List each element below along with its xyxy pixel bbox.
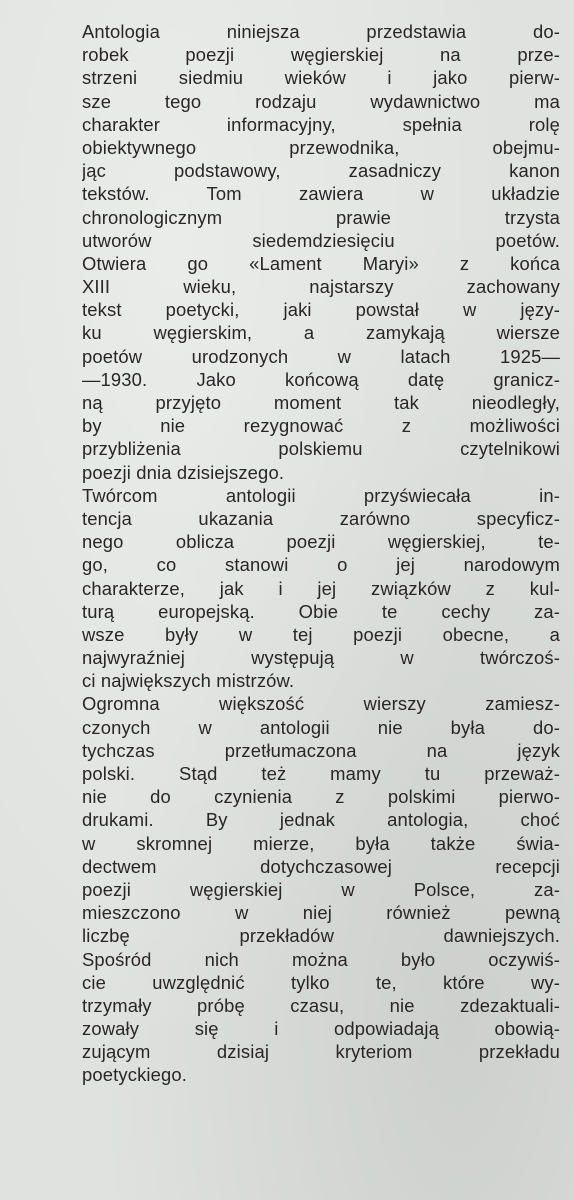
text-line: strzeni siedmiu wieków i jako pierw- bbox=[82, 67, 560, 89]
text-line: trzymały próbę czasu, nie zdezaktuali- bbox=[82, 994, 560, 1016]
text-line: poetyckiego. bbox=[82, 1064, 188, 1086]
text-line: tencja ukazania zarówno specyficz- bbox=[82, 507, 560, 529]
paragraph-1 bbox=[82, 20, 560, 484]
text-line: nego oblicza poezji węgierskiej, te- bbox=[82, 531, 560, 553]
text-line: przybliżenia polskiemu czytelnikowi bbox=[82, 438, 560, 460]
text-line: Antologia niniejsza przedstawia do- bbox=[82, 21, 560, 42]
text-line: turą europejską. Obie te cechy za- bbox=[82, 600, 560, 622]
text-line: tekst poetycki, jaki powstał w języ- bbox=[82, 299, 560, 321]
text-line: charakter informacyjny, spełnia rolę bbox=[82, 113, 560, 135]
text-line: poezji węgierskiej w Polsce, za- bbox=[82, 878, 560, 900]
text-line: go, co stanowi o jej narodowym bbox=[82, 554, 560, 576]
text-line: ną przyjęto moment tak nieodległy, bbox=[82, 392, 560, 413]
text-line: —1930. Jako końcową datę granicz- bbox=[82, 368, 560, 390]
text-line: by nie rezygnować z możliwości bbox=[82, 415, 560, 437]
text-line: charakterze, jak i jej związków z kul- bbox=[82, 577, 560, 599]
text-line: mieszczono w niej również pewną bbox=[82, 902, 560, 924]
text-line: najwyraźniej występują w twórczoś- bbox=[82, 647, 560, 669]
text-line: Otwiera go «Lament Maryi» z końca bbox=[82, 252, 560, 274]
text-line: poezji dnia dzisiejszego. bbox=[82, 461, 285, 483]
paragraph-3 bbox=[82, 692, 560, 1086]
text-line: utworów siedemdziesięciu poetów. bbox=[82, 229, 560, 251]
text-line: nie do czynienia z polskimi pierwo- bbox=[82, 786, 560, 808]
text-line: czonych w antologii nie była do- bbox=[82, 716, 560, 738]
text-line: drukami. By jednak antologia, choć bbox=[82, 809, 560, 831]
text-line: obiektywnego przewodnika, obejmu- bbox=[82, 136, 560, 158]
text-line: poetów urodzonych w latach 1925— bbox=[82, 345, 560, 367]
text-line: robek poezji węgierskiej na prze- bbox=[82, 44, 560, 66]
text-line: zującym dzisiaj kryteriom przekładu bbox=[82, 1041, 560, 1063]
blurb-text bbox=[82, 20, 560, 1087]
text-line: ci największych mistrzów. bbox=[82, 670, 295, 692]
text-line: liczbę przekładów dawniejszych. bbox=[82, 925, 560, 947]
text-line: Ogromna większość wierszy zamiesz- bbox=[82, 693, 560, 715]
text-line: cie uwzględnić tylko te, które wy- bbox=[82, 971, 560, 993]
text-line: Twórcom antologii przyświecała in- bbox=[82, 484, 560, 506]
text-line: tekstów. Tom zawiera w układzie bbox=[82, 183, 560, 205]
text-line: XIII wieku, najstarszy zachowany bbox=[82, 276, 560, 298]
text-line: w skromnej mierze, była także świa- bbox=[82, 832, 560, 854]
text-line: dectwem dotychczasowej recepcji bbox=[82, 855, 560, 877]
text-line: chronologicznym prawie trzysta bbox=[82, 206, 560, 228]
text-line: Spośród nich można było oczywiś- bbox=[82, 948, 560, 970]
text-line: polski. Stąd też mamy tu przeważ- bbox=[82, 763, 560, 784]
text-line: jąc podstawowy, zasadniczy kanon bbox=[82, 160, 560, 182]
text-line: sze tego rodzaju wydawnictwo ma bbox=[82, 90, 560, 112]
text-line: ku węgierskim, a zamykają wiersze bbox=[82, 322, 560, 344]
text-line: tychczas przetłumaczona na język bbox=[82, 739, 560, 761]
paragraph-2 bbox=[82, 484, 560, 693]
text-line: wsze były w tej poezji obecne, a bbox=[82, 623, 560, 645]
text-line: zowały się i odpowiadają obowią- bbox=[82, 1018, 560, 1040]
